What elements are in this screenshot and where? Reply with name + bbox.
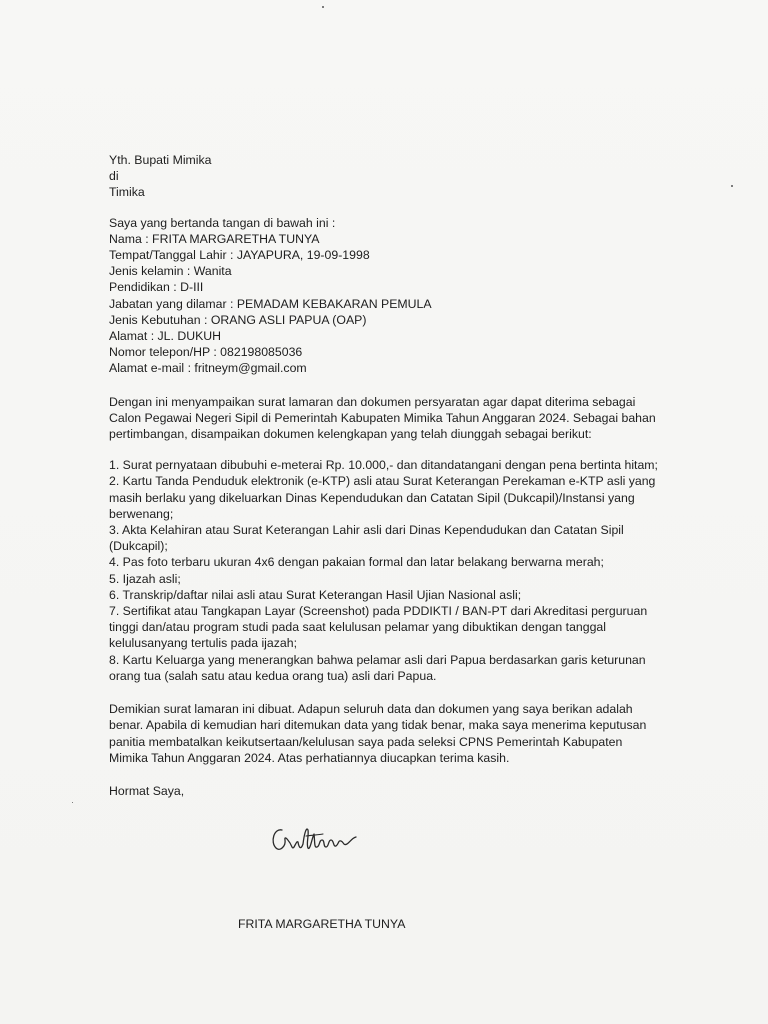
field-email: Alamat e-mail : fritneym@gmail.com bbox=[109, 361, 307, 376]
paragraph-line: panitia membatalkan keikutsertaan/kelulusan saya pada seleksi CPNS Pemerintah Kabupaten bbox=[109, 734, 623, 749]
letter-body bbox=[109, 152, 669, 799]
field-ttl: Tempat/Tanggal Lahir : JAYAPURA, 19-09-1998 bbox=[109, 248, 370, 263]
scan-speck bbox=[322, 6, 324, 8]
paragraph-opening bbox=[109, 394, 669, 443]
field-jenis-kelamin: Jenis kelamin : Wanita bbox=[109, 264, 232, 279]
document-item: 2. Kartu Tanda Penduduk elektronik (e-KTP) asli atau Surat Keterangan Perekaman e-KTP asli yang bbox=[109, 474, 656, 489]
document-item: 5. Ijazah asli; bbox=[109, 571, 181, 586]
document-item: (Dukcapil); bbox=[109, 539, 168, 554]
document-list bbox=[109, 457, 669, 684]
scan-speck bbox=[731, 185, 733, 187]
salutation: Hormat Saya, bbox=[109, 783, 185, 798]
field-pendidikan: Pendidikan : D-III bbox=[109, 280, 204, 295]
document-item: 4. Pas foto terbaru ukuran 4x6 dengan pakaian formal dan latar belakang berwarna merah; bbox=[109, 555, 604, 570]
handwritten-signature-icon bbox=[268, 820, 368, 864]
recipient-block bbox=[109, 152, 669, 201]
field-alamat: Alamat : JL. DUKUH bbox=[109, 329, 222, 344]
paragraph-line: benar. Apabila di kemudian hari ditemukan data yang tidak benar, maka saya menerima keputusan bbox=[109, 718, 647, 733]
scan-speck bbox=[72, 802, 73, 803]
document-item: kelulusanyang tertulis pada ijazah; bbox=[109, 636, 297, 651]
document-item: 1. Surat pernyataan dibubuhi e-meterai Rp. 10.000,- dan ditandatangani dengan pena bertinta hitam; bbox=[109, 458, 658, 473]
field-telepon: Nomor telepon/HP : 082198085036 bbox=[109, 345, 303, 360]
field-nama: Nama : FRITA MARGARETHA TUNYA bbox=[109, 231, 320, 246]
paragraph-line: Dengan ini menyampaikan surat lamaran dan dokumen persyaratan agar dapat diterima sebagai bbox=[109, 394, 636, 409]
recipient-title: Yth. Bupati Mimika bbox=[109, 153, 212, 167]
document-item: berwenang; bbox=[109, 506, 174, 521]
document-item: 7. Sertifikat atau Tangkapan Layar (Screenshot) pada PDDIKTI / BAN-PT dari Akreditasi perguruan bbox=[109, 604, 648, 619]
intro-line: Saya yang bertanda tangan di bawah ini : bbox=[109, 215, 336, 230]
document-item: tinggi dan/atau program studi pada saat kelulusan pelamar yang dibuktikan dengan tanggal bbox=[109, 620, 607, 635]
paragraph-line: Demikian surat lamaran ini dibuat. Adapun seluruh data dan dokumen yang saya berikan adalah bbox=[109, 702, 633, 717]
field-jabatan: Jabatan yang dilamar : PEMADAM KEBAKARAN PEMULA bbox=[109, 296, 432, 311]
signer-name: FRITA MARGARETHA TUNYA bbox=[238, 917, 406, 931]
document-item: orang tua (salah satu atau kedua orang tua) asli dari Papua. bbox=[109, 668, 437, 683]
document-item: 3. Akta Kelahiran atau Surat Keterangan Lahir asli dari Dinas Kependudukan dan Catatan Sipil bbox=[109, 523, 624, 538]
document-item: masih berlaku yang dikeluarkan Dinas Kependudukan dan Catatan Sipil (Dukcapil)/Instansi yang bbox=[109, 490, 635, 505]
paragraph-line: Calon Pegawai Negeri Sipil di Pemerintah Kabupaten Mimika Tahun Anggaran 2024. Sebagai bahan bbox=[109, 410, 656, 425]
document-item: 6. Transkrip/daftar nilai asli atau Surat Keterangan Hasil Ujian Nasional asli; bbox=[109, 587, 522, 602]
field-kebutuhan: Jenis Kebutuhan : ORANG ASLI PAPUA (OAP) bbox=[109, 312, 367, 327]
document-item: 8. Kartu Keluarga yang menerangkan bahwa pelamar asli dari Papua berdasarkan garis keturunan bbox=[109, 652, 646, 667]
recipient-city: Timika bbox=[109, 185, 145, 200]
recipient-di: di bbox=[109, 169, 119, 184]
paragraph-line: Mimika Tahun Anggaran 2024. Atas perhatiannya diucapkan terima kasih. bbox=[109, 750, 510, 765]
applicant-block bbox=[109, 215, 669, 377]
paragraph-closing bbox=[109, 701, 669, 766]
paragraph-line: pertimbangan, disampaikan dokumen kelengkapan yang telah diunggah sebagai berikut: bbox=[109, 427, 592, 442]
